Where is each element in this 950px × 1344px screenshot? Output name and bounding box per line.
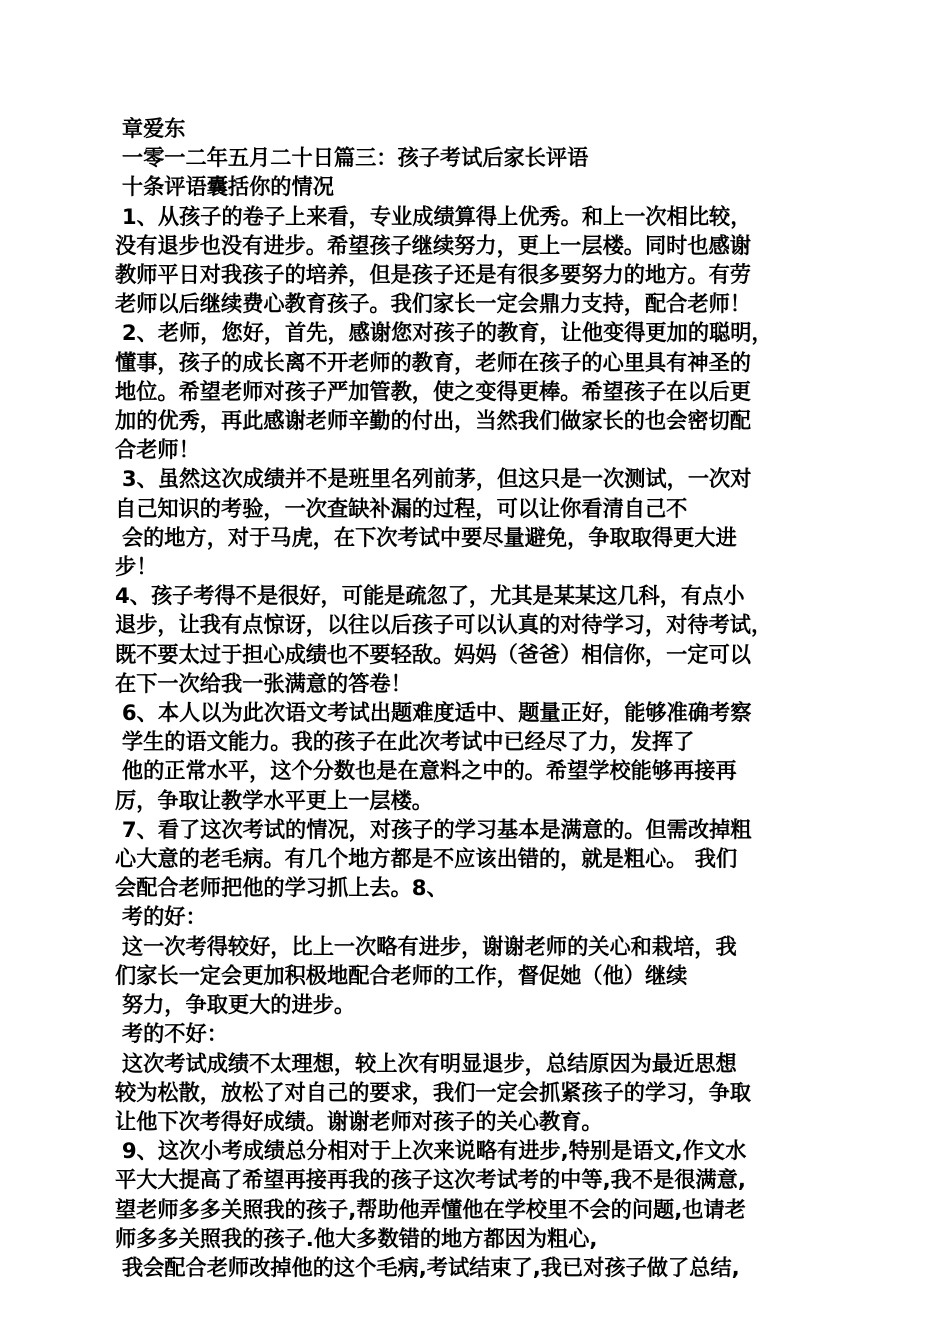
text-line: 学生的语文能力。我的孩子在此次考试中已经尽了力，发挥了 bbox=[121, 730, 695, 756]
text-line: 6、本人以为此次语文考试出题难度适中、题量正好，能够准确考察 bbox=[121, 701, 752, 727]
text-line: 这次考试成绩不太理想，较上次有明显退步，总结原因为最近思想 bbox=[121, 1051, 737, 1077]
text-line: 考的好： bbox=[121, 905, 207, 931]
text-line: 望老师多多关照我的孩子,帮助他弄懂他在学校里不会的问题,也请老 bbox=[115, 1197, 746, 1223]
text-line: 努力，争取更大的进步。 bbox=[121, 993, 356, 1019]
text-line: 自己知识的考验，一次查缺补漏的过程，可以让你看清自己不 bbox=[115, 496, 688, 522]
text-line: 考的不好： bbox=[121, 1022, 228, 1048]
text-line: 们家长一定会更加积极地配合老师的工作，督促她（他）继续 bbox=[115, 963, 688, 989]
text-line: 我会配合老师改掉他的这个毛病,考试结束了,我已对孩子做了总结, bbox=[121, 1255, 740, 1281]
text-line: 9、这次小考成绩总分相对于上次来说略有进步,特别是语文,作文水 bbox=[121, 1139, 747, 1165]
text-line: 没有退步也没有进步。希望孩子继续努力，更上一层楼。同时也感谢 bbox=[115, 233, 751, 259]
text-line: 既不要太过于担心成绩也不要轻敌。妈妈（爸爸）相信你，一定可以 bbox=[115, 642, 751, 668]
text-line: 这一次考得较好，比上一次略有进步，谢谢老师的关心和栽培，我 bbox=[121, 934, 737, 960]
text-line: 平大大提高了希望再接再我的孩子这次考试考的中等,我不是很满意, bbox=[115, 1168, 746, 1194]
text-line: 十条评语囊括你的情况 bbox=[121, 175, 334, 201]
text-line: 教师平日对我孩子的培养，但是孩子还是有很多要努力的地方。有劳 bbox=[115, 263, 751, 289]
text-line: 会的地方，对于马虎，在下次考试中要尽量避免，争取取得更大进 bbox=[121, 525, 737, 551]
text-line: 心大意的老毛病。有几个地方都是不应该出错的，就是粗心。 我们 bbox=[115, 847, 738, 873]
text-line: 2、老师，您好，首先，感谢您对孩子的教育，让他变得更加的聪明， bbox=[121, 321, 773, 347]
document-body bbox=[115, 115, 845, 1283]
text-line: 退步，让我有点惊讶，以往以后孩子可以认真的对待学习，对待考试， bbox=[115, 613, 773, 639]
text-line: 懂事，孩子的成长离不开老师的教育，老师在孩子的心里具有神圣的 bbox=[115, 350, 751, 376]
text-line: 会配合老师把他的学习抓上去。8、 bbox=[115, 876, 448, 902]
text-line: 师多多关照我的孩子.他大多数错的地方都因为粗心, bbox=[115, 1226, 598, 1252]
text-line: 1、从孩子的卷子上来看，专业成绩算得上优秀。和上一次相比较， bbox=[121, 204, 752, 230]
text-line: 厉，争取让教学水平更上一层楼。 bbox=[115, 788, 434, 814]
text-line: 3、虽然这次成绩并不是班里名列前茅，但这只是一次测试，一次对 bbox=[121, 467, 752, 493]
text-line: 7、看了这次考试的情况，对孩子的学习基本是满意的。但需改掉粗 bbox=[121, 817, 752, 843]
text-line: 地位。希望老师对孩子严加管教，使之变得更棒。希望孩子在以后更 bbox=[115, 379, 751, 405]
text-line: 加的优秀，再此感谢老师辛勤的付出，当然我们做家长的也会密切配 bbox=[115, 409, 751, 435]
text-line: 4、孩子考得不是很好，可能是疏忽了，尤其是某某这几科，有点小 bbox=[115, 584, 745, 610]
text-line: 步！ bbox=[115, 555, 158, 581]
text-line: 在下一次给我一张满意的答卷！ bbox=[115, 671, 412, 697]
text-line: 合老师！ bbox=[115, 438, 200, 464]
text-line: 老师以后继续费心教育孩子。我们家长一定会鼎力支持，配合老师！ bbox=[115, 292, 751, 318]
text-line: 他的正常水平，这个分数也是在意料之中的。希望学校能够再接再 bbox=[121, 759, 737, 785]
text-line: 章爱东 bbox=[121, 117, 186, 142]
text-line: 较为松散，放松了对自己的要求，我们一定会抓紧孩子的学习，争取 bbox=[115, 1080, 751, 1106]
text-line: 让他下次考得好成绩。谢谢老师对孩子的关心教育。 bbox=[115, 1109, 603, 1135]
text-line: 一零一二年五月二十日篇三：孩子考试后家长评语 bbox=[121, 146, 589, 172]
